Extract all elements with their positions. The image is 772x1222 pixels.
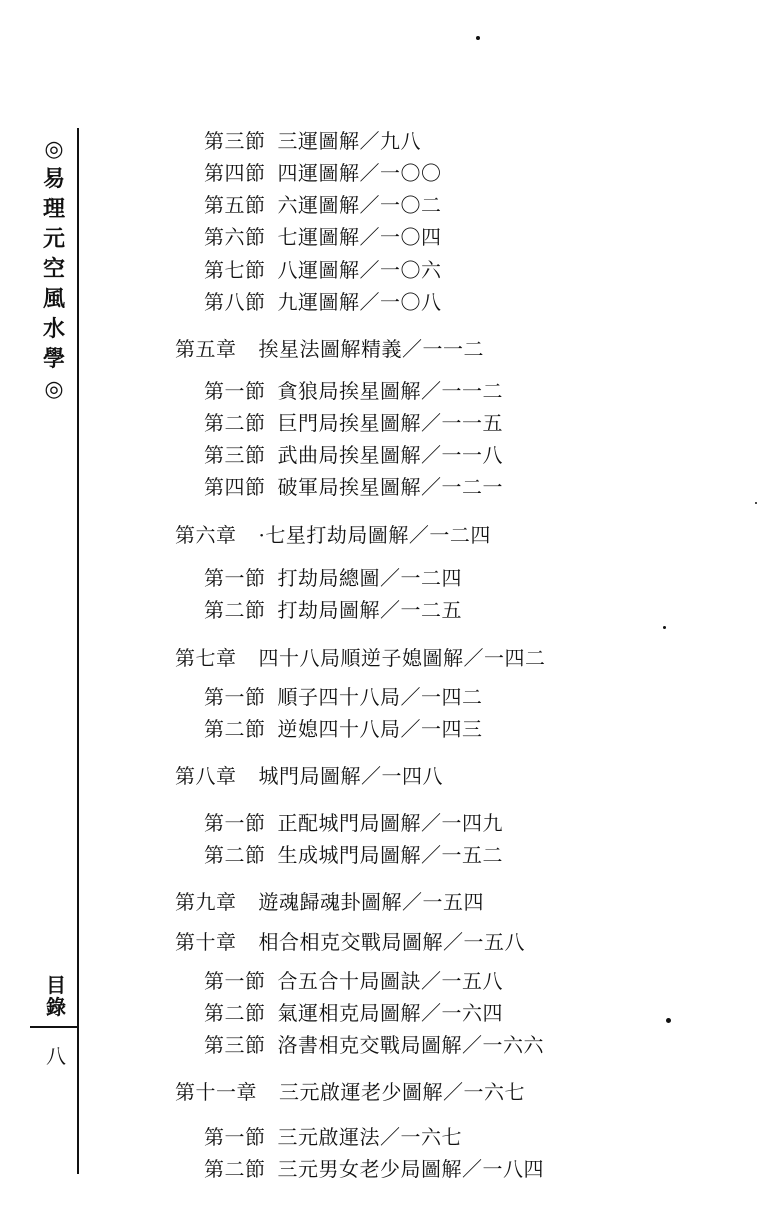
section-char: 目 [46,973,66,997]
toc-section-entry [204,378,503,404]
toc-chapter-entry [175,889,484,915]
section-label: 第五節 [204,193,266,217]
entry-title-and-page: 順子四十八局／一四二 [277,685,483,709]
toc-chapter-entry [175,645,546,671]
entry-title-and-page: 貪狼局挨星圖解／一一二 [277,379,503,403]
chapter-label: 第六章 [175,523,237,547]
toc-section-entry [204,224,442,250]
toc-chapter-entry [175,763,443,789]
entry-title-and-page: 氣運相克局圖解／一六四 [277,1001,503,1025]
toc-section-entry [204,442,503,468]
toc-chapter-entry [175,1079,525,1105]
entry-title-and-page: 正配城門局圖解／一四九 [277,811,503,835]
section-label: 第三節 [204,443,266,467]
section-label: 第二節 [204,1001,266,1025]
entry-title-and-page: 四運圖解／一〇〇 [277,161,442,185]
entry-title-and-page: 破軍局挨星圖解／一二一 [277,475,503,499]
section-label: 第二節 [204,598,266,622]
section-label: 第二節 [204,717,266,741]
section-label: 第三節 [204,129,266,153]
entry-title-and-page: 七運圖解／一〇四 [277,225,442,249]
speck [663,626,666,629]
title-char: ◎ [44,136,64,162]
toc-section-entry [204,597,462,623]
toc-chapter-entry [175,336,484,362]
entry-title-and-page: 四十八局順逆子媳圖解／一四二 [258,646,546,670]
entry-title-and-page: 遊魂歸魂卦圖解／一五四 [258,890,484,914]
section-label: 第七節 [204,258,266,282]
section-label: 第四節 [204,161,266,185]
chapter-label: 第五章 [175,337,237,361]
chapter-label: 第九章 [175,890,237,914]
speck [476,36,480,40]
section-label: 第一節 [204,811,266,835]
entry-title-and-page: 六運圖解／一〇二 [277,193,442,217]
page-number: 八 [46,1044,66,1068]
entry-title-and-page: 相合相克交戰局圖解／一五八 [258,930,525,954]
section-label: 第一節 [204,969,266,993]
section-label: 第三節 [204,1033,266,1057]
toc-section-entry [204,842,503,868]
title-char: 元 [42,226,65,252]
toc-section-entry [204,289,442,315]
title-char: 風 [42,286,65,312]
section-label: 第四節 [204,475,266,499]
toc-section-entry [204,1124,462,1150]
speck [666,1018,671,1023]
section-label: 第一節 [204,685,266,709]
entry-title-and-page: 三元男女老少局圖解／一八四 [277,1157,544,1181]
toc-section-entry [204,474,503,500]
toc-section-entry [204,1156,544,1182]
toc-chapter-entry [175,522,491,548]
toc-section-entry [204,160,442,186]
toc-section-entry [204,192,442,218]
toc-section-entry [204,810,503,836]
toc-section-entry [204,684,483,710]
section-label: 第二節 [204,1157,266,1181]
title-char: 空 [42,256,65,282]
section-label: 第一節 [204,1125,266,1149]
toc-section-entry [204,1032,544,1058]
section-label: 第二節 [204,843,266,867]
entry-title-and-page: 城門局圖解／一四八 [258,764,443,788]
entry-title-and-page: 生成城門局圖解／一五二 [277,843,503,867]
entry-title-and-page: 合五合十局圖訣／一五八 [277,969,503,993]
section-label: 第八節 [204,290,266,314]
toc-section-entry [204,716,483,742]
toc-section-entry [204,968,503,994]
entry-title-and-page: 洛書相克交戰局圖解／一六六 [277,1033,544,1057]
entry-title-and-page: 三元啟運老少圖解／一六七 [279,1080,525,1104]
entry-title-and-page: 打劫局總圖／一二四 [277,566,462,590]
title-char: 易 [42,166,65,192]
chapter-label: 第七章 [175,646,237,670]
entry-title-and-page: 三運圖解／九八 [277,129,421,153]
entry-title-and-page: 巨門局挨星圖解／一一五 [277,411,503,435]
toc-section-entry [204,128,421,154]
chapter-label: 第十章 [175,930,237,954]
toc-section-entry [204,410,503,436]
section-label: 第六節 [204,225,266,249]
chapter-label: 第八章 [175,764,237,788]
title-char: 理 [42,196,65,222]
entry-title-and-page: 挨星法圖解精義／一一二 [258,337,484,361]
entry-title-and-page: 武曲局挨星圖解／一一八 [277,443,503,467]
section-label: 第一節 [204,566,266,590]
entry-title-and-page: 九運圖解／一〇八 [277,290,442,314]
toc-chapter-entry [175,929,525,955]
entry-title-and-page: 八運圖解／一〇六 [277,258,442,282]
entry-title-and-page: ·七星打劫局圖解／一二四 [258,523,491,547]
title-char: 水 [42,316,65,342]
title-char: ◎ [44,376,64,402]
toc-section-entry [204,565,462,591]
entry-title-and-page: 打劫局圖解／一二五 [277,598,462,622]
toc-section-entry [204,257,442,283]
section-label: 第二節 [204,411,266,435]
chapter-label: 第十一章 [175,1080,257,1104]
entry-title-and-page: 三元啟運法／一六七 [277,1125,462,1149]
speck [755,502,757,504]
toc-section-entry [204,1000,503,1026]
entry-title-and-page: 逆媳四十八局／一四三 [277,717,483,741]
section-char: 錄 [46,995,66,1019]
title-char: 學 [42,346,65,372]
section-label: 第一節 [204,379,266,403]
